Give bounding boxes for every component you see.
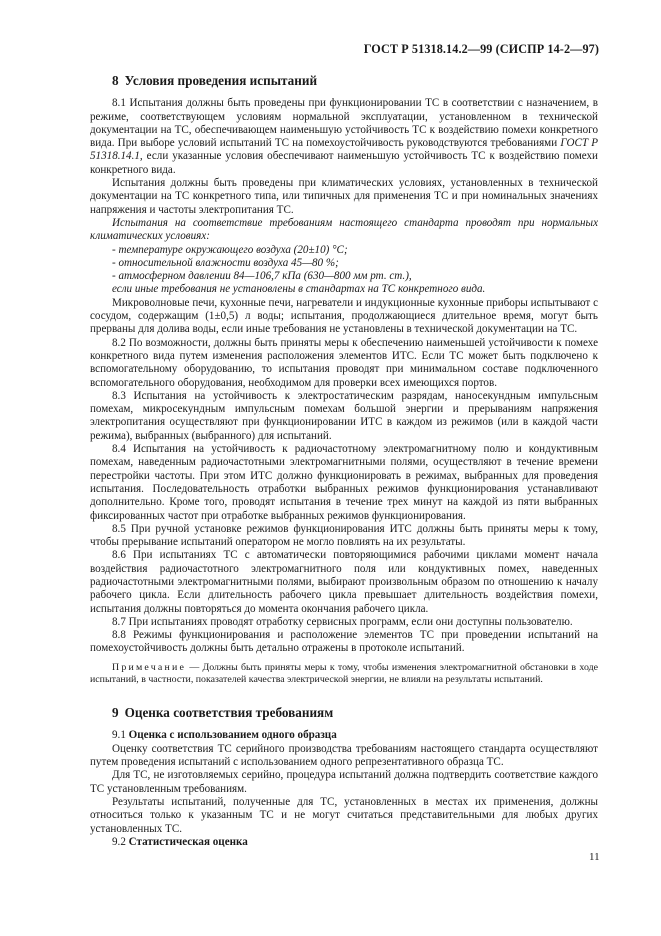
section-9-title: Оценка соответствия требованиям [124, 705, 334, 721]
standard-reference: ГОСТ Р 51318.14.1, [90, 137, 599, 163]
subsection-9-1-heading: 9.1 Оценка с использованием одного образца [112, 729, 337, 742]
section-8-heading [90, 74, 598, 87]
section-9-number: 9 [112, 705, 119, 721]
paragraph-8-1: 8.1 Испытания должны быть проведены при функционировании ТС в соответствии с назначением, в режиме, соответствующем условиям нормальной эксплуатации, установленном в технической документации на ТС, обеспечивающем наименьшую устойчивость ТС к воздействию помехи конкретного вида. При выборе условий испытаний ТС на помехоустойчивость руководствуются требованиями ГОСТ Р 51318.14.1, если указанные условия обеспечивают наименьшую устойчивость ТС к воздействию помехи конкретного вида. [90, 97, 599, 176]
condition-temperature: - температуре окружающего воздуха (20±10) °С; [112, 243, 348, 256]
section-8-number: 8 [112, 73, 119, 88]
subsection-9-2-title: Статистическая оценка [128, 835, 248, 848]
paragraph-8-2: 8.2 По возможности, должны быть приняты меры к обеспечению наименьшей устойчивости к помехе конкретного вида путем изменения расположения элементов ИТС. Если ТС может быть подключено к вспомогательному оборудованию, то испытания проводят при минимальном составе подключенного вспомогательного оборудования, необходимом для проверки всех имеющихся портов. [90, 336, 598, 389]
paragraph-9-1a: Оценку соответствия ТС серийного производства требованиям настоящего стандарта осуществляют путем проведения испытаний с использованием одного репрезентативного образца ТС. [90, 742, 598, 769]
section-9-heading [90, 706, 598, 719]
paragraph-9-1c: Результаты испытаний, полученные для ТС, установленных в местах их применения, должны относиться только к указанным ТС и не могут считаться представительными для любых других установленных ТС. [90, 795, 598, 835]
document-body [90, 70, 598, 849]
paragraph-8-8: 8.8 Режимы функционирования и расположение элементов ТС при проведении испытаний на помехоустойчивость должны быть детально отражены в протоколе испытаний. [90, 629, 598, 655]
note-label: Примечание [112, 661, 187, 673]
paragraph-8-4: 8.4 Испытания на устойчивость к радиочастотному электромагнитному полю и кондуктивным помехам, наведенным радиочастотными электромагнитными полями, осуществляют в течение времени перестройки частоты. При этом ИТС должно функционировать в режимах, выбранных для проведения испытания. Последовательность отработки выбранных режимов функционирования устанавливают дополнительно. Кроме того, проводят испытания в течение трех минут на каждой из пяти выбранных фиксированных частот при отработке выбранных режимов функционирования. [90, 443, 598, 522]
section-8-title: Условия проведения испытаний [124, 73, 318, 88]
condition-humidity: - относительной влажности воздуха 45—80 %; [112, 256, 339, 269]
condition-tail: если иные требования не установлены в стандартах на ТС конкретного вида. [112, 283, 486, 296]
paragraph-climate: Испытания должны быть проведены при климатических условиях, установленных в технической документации на ТС конкретного типа, или типичных для применения ТС и при номинальных значениях напряжения и частоты электропитания ТС. [90, 177, 598, 216]
paragraph-9-1b: Для ТС, не изготовляемых серийно, процедура испытаний должна подтвердить соответствие каждого ТС установленным требованиям. [90, 769, 598, 795]
note-text: — Должны быть приняты меры к тому, чтобы изменения электромагнитной обстановки в ходе испытаний, в частности, показателей качества электрической энергии, не влияли на результаты испытаний. [90, 661, 598, 685]
document-header: ГОСТ Р 51318.14.2—99 (СИСПР 14-2—97) [363, 42, 599, 56]
paragraph-8-5: 8.5 При ручной установке режимов функционирования ИТС должны быть приняты меры к тому, чтобы прерывание испытаний оператором не могло повлиять на их результаты. [90, 522, 598, 549]
paragraph-normal-conditions: Испытания на соответствие требованиям настоящего стандарта проводят при нормальных климатических условиях: [90, 216, 598, 243]
subsection-9-1-title: Оценка с использованием одного образца [128, 729, 337, 742]
subsection-9-2-heading: 9.2 Статистическая оценка [112, 835, 248, 848]
paragraph-8-7: 8.7 При испытаниях проводят отработку сервисных программ, если они доступны пользователю. [112, 615, 573, 628]
paragraph-microwave: Микроволновые печи, кухонные печи, нагреватели и индукционные кухонные приборы испытывают с сосудом, содержащим (1±0,5) л воды; испытания, продолжающиеся длительное время, могут быть прерваны для долива воды, если иные требования не установлены в технической документации на ТС. [90, 296, 598, 336]
page-number: 11 [589, 851, 600, 863]
note [90, 662, 598, 686]
paragraph-8-3: 8.3 Испытания на устойчивость к электростатическим разрядам, наносекундным импульсным помехам, микросекундным импульсным помехам большой энергии и прерываниям напряжения электропитания осуществляют при функционировании ИТС в каждом из режимов (или в каждой части режима), выбранных (выбранного) для испытаний. [90, 389, 598, 442]
paragraph-8-6: 8.6 При испытаниях ТС с автоматически повторяющимися рабочими циклами момент начала воздействия радиочастотного электромагнитного поля или кондуктивных помех, наведенных радиочастотными электромагнитными полями, выбирают произвольным образом по отношению к началу рабочего цикла. Если длительность рабочего цикла превышает длительность воздействия помехи, испытания должны повторяться до момента окончания рабочего цикла. [90, 549, 598, 615]
condition-pressure: - атмосферном давлении 84—106,7 кПа (630—800 мм рт. ст.), [112, 270, 412, 283]
